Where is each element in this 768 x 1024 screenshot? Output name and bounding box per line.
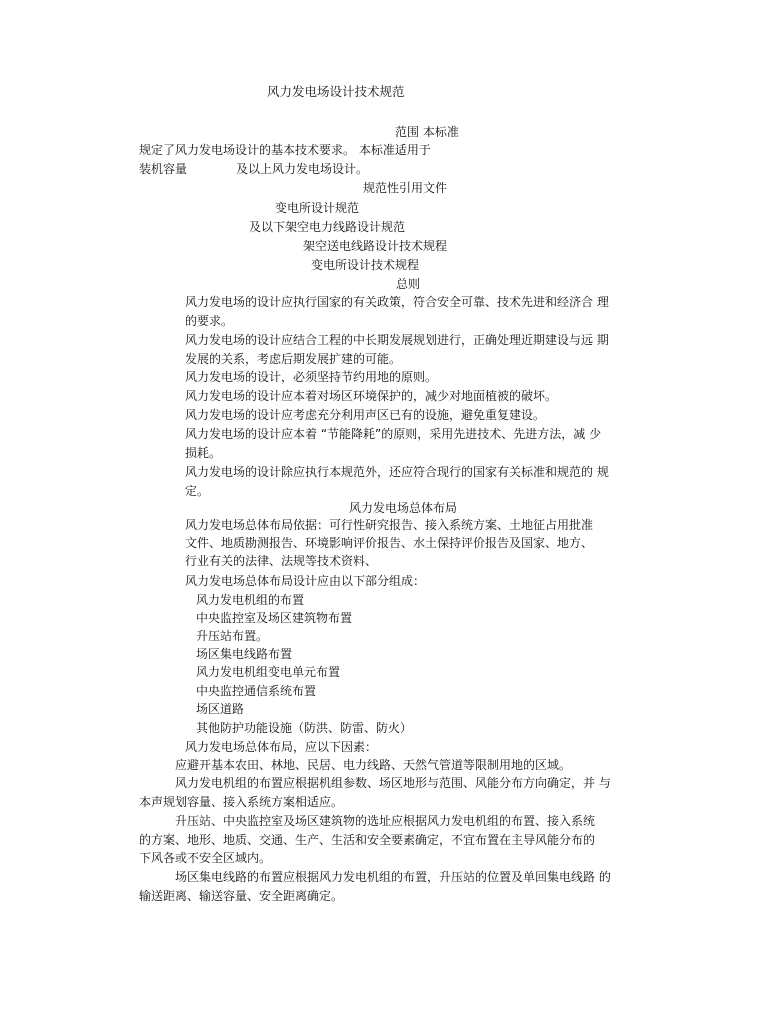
- paragraph-line: 风力发电场的设计，必须坚持节约用地的原则。: [185, 370, 438, 384]
- reference-item: 架空送电线路设计技术规程: [303, 239, 448, 253]
- paragraph-line: 风力发电场总体布局设计应由以下部分组成：: [185, 574, 426, 588]
- paragraph-line: 风力发电场的设计应考虑充分利用声区已有的设施，避免重复建设。: [185, 408, 546, 422]
- paragraph-line: 风力发电场的设计应执行国家的有关政策，符合安全可靠、技术先进和经济合 理: [185, 295, 609, 309]
- paragraph-line: 场区集电线路的布置应根据风力发电机组的布置，升压站的位置及单回集电线路 的: [175, 870, 611, 884]
- list-item: 风力发电机组变电单元布置: [196, 665, 341, 679]
- paragraph-line: 风力发电场的设计应结合工程的中长期发展规划进行，正确处理近期建设与远 期: [185, 333, 609, 347]
- list-item: 风力发电机组的布置: [196, 593, 305, 607]
- paragraph-line: 定。: [185, 484, 210, 498]
- paragraph-line: 应避开基本农田、林地、民居、电力线路、天然气管道等限制用地的区域。: [175, 758, 572, 772]
- scope-heading: 范围 本标准: [395, 125, 459, 139]
- document-title: 风力发电场设计技术规范: [267, 84, 405, 99]
- paragraph-line: 的方案、地形、地质、交通、生产、生活和安全要素确定，不宜布置在主导风能分布的: [139, 833, 596, 847]
- scope-text-capacity-label: 装机容量: [139, 162, 188, 176]
- paragraph-line: 风力发电场的设计应本着 “节能降耗”的原则，采用先进技术、先进方法，减 少: [185, 427, 602, 441]
- paragraph-line: 风力发电场总体布局依据：可行性研究报告、接入系统方案、土地征占用批准: [185, 518, 594, 532]
- list-item: 场区道路: [196, 702, 245, 716]
- paragraph-line: 文件、地质勘测报告、环境影响评价报告、水土保持评价报告及国家、地方、: [185, 536, 594, 550]
- list-item: 升压站布置。: [196, 629, 269, 643]
- paragraph-line: 本声规划容量、接入系统方案相适应。: [139, 795, 344, 809]
- paragraph-line: 发展的关系，考虑后期发展扩建的可能。: [185, 352, 402, 366]
- scope-text-line: 及以上风力发电场设计。: [236, 162, 369, 176]
- scope-text-line: 规定了风力发电场设计的基本技术要求。 本标准适用于: [139, 143, 431, 157]
- paragraph-line: 输送距离、输送容量、安全距离确定。: [139, 889, 344, 903]
- layout-heading: 风力发电场总体布局: [349, 501, 458, 515]
- list-item: 场区集电线路布置: [196, 647, 293, 661]
- general-heading: 总则: [396, 277, 421, 291]
- paragraph-line: 风力发电场总体布局，应以下因素：: [185, 740, 378, 754]
- reference-item: 变电所设计技术规程: [311, 258, 420, 272]
- paragraph-line: 的要求。: [185, 314, 234, 328]
- list-item: 中央监控通信系统布置: [196, 684, 317, 698]
- list-item: 中央监控室及场区建筑物布置: [196, 611, 353, 625]
- paragraph-line: 损耗。: [185, 446, 222, 460]
- paragraph-line: 行业有关的法律、法规等技术资料、: [185, 554, 378, 568]
- paragraph-line: 升压站、中央监控室及场区建筑物的选址应根据风力发电机组的布置、接入系统: [175, 814, 596, 828]
- paragraph-line: 风力发电机组的布置应根据机组参数、场区地形与范围、风能分布方向确定，并 与: [175, 776, 611, 790]
- paragraph-line: 下风各或不安全区域内。: [139, 851, 272, 865]
- list-item: 其他防护功能设施（防洪、防雷、防火）: [196, 721, 413, 735]
- references-heading: 规范性引用文件: [363, 181, 448, 195]
- paragraph-line: 风力发电场的设计应本着对场区环境保护的，减少对地面植被的破坏。: [185, 389, 558, 403]
- paragraph-line: 风力发电场的设计除应执行本规范外，还应符合现行的国家有关标准和规范的 规: [185, 465, 609, 479]
- reference-item: 变电所设计规范: [275, 201, 360, 215]
- reference-item: 及以下架空电力线路设计规范: [249, 220, 406, 234]
